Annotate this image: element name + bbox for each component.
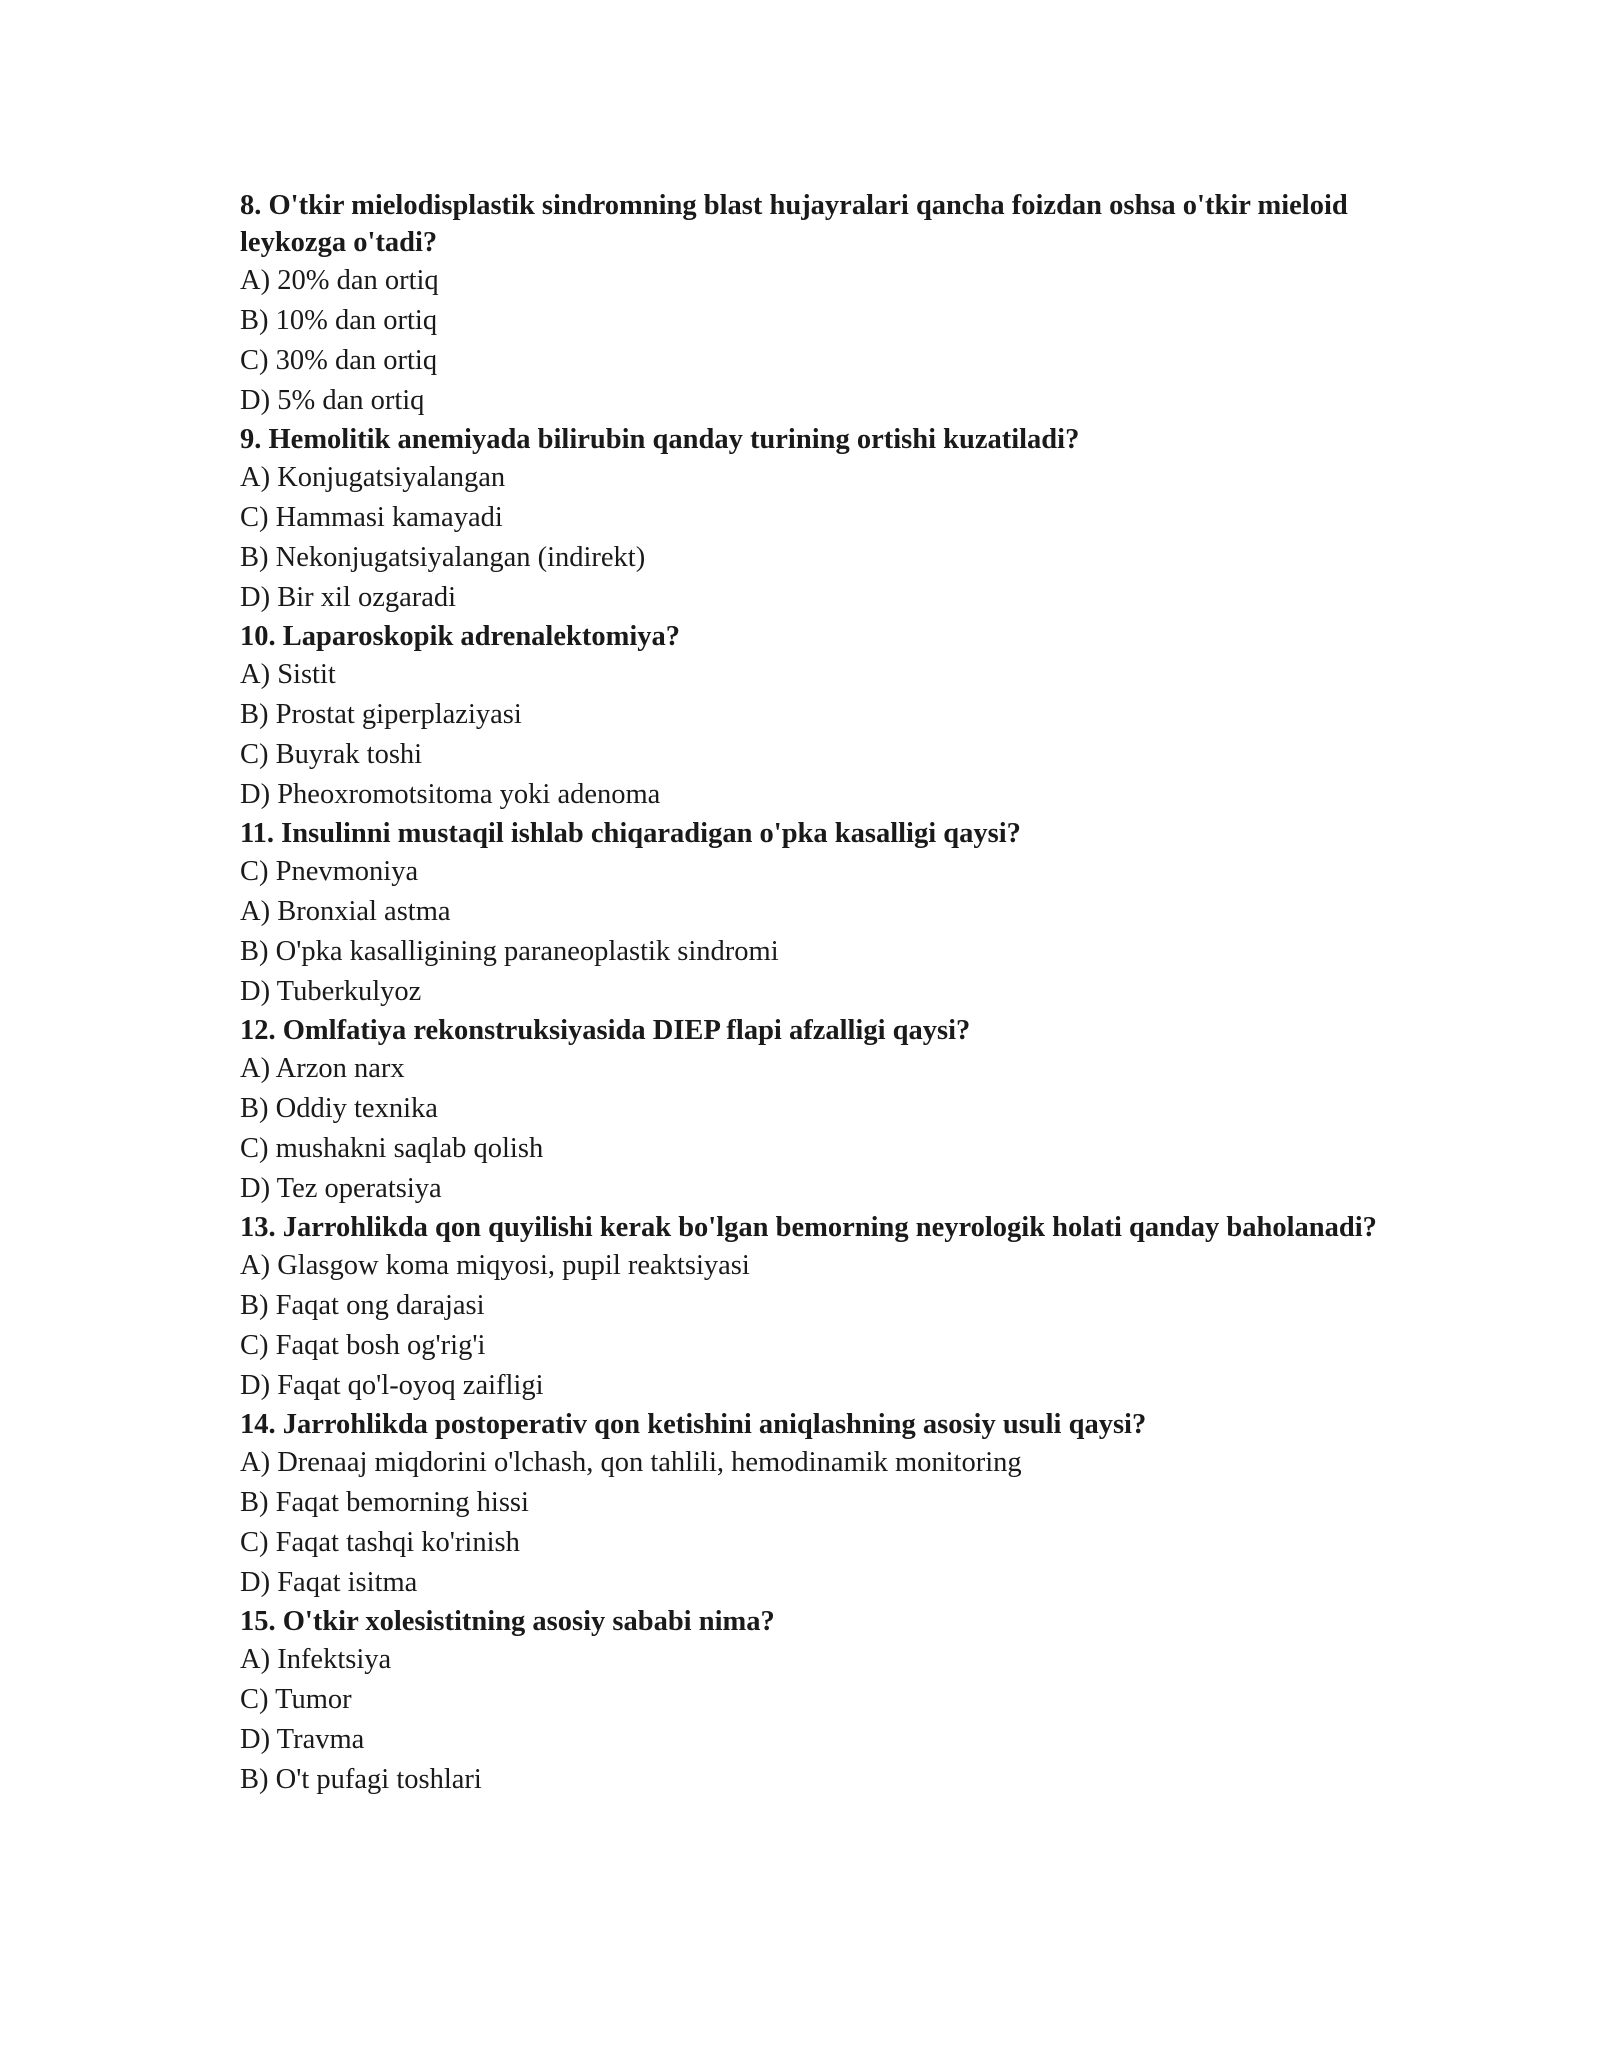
answer-option: A) Glasgow koma miqyosi, pupil reaktsiyasi [240,1250,750,1281]
question-text: 12. Omlfatiya rekonstruksiyasida DIEP flapi afzalligi qaysi? [240,1015,971,1046]
answer-option: A) Sistit [240,659,336,690]
answer-option: D) Faqat isitma [240,1567,418,1598]
question-12 [240,1012,1390,1209]
question-text: 8. O'tkir mielodisplastik sindromning blast hujayralari qancha foizdan oshsa o'tkir mieloid leykozga o'tadi? [240,190,1348,258]
document-page [240,187,1390,1800]
question-text: 13. Jarrohlikda qon quyilishi kerak bo'lgan bemorning neyrologik holati qanday baholanadi? [240,1212,1377,1243]
answer-option: A) Bronxial astma [240,896,451,927]
answer-option: B) Oddiy texnika [240,1093,438,1124]
question-10 [240,618,1390,815]
answer-option: C) Faqat bosh og'rig'i [240,1330,486,1361]
answer-option: B) Nekonjugatsiyalangan (indirekt) [240,542,646,573]
answer-option: C) 30% dan ortiq [240,345,438,376]
answer-option: B) O'pka kasalligining paraneoplastik sindromi [240,936,779,967]
question-14 [240,1406,1390,1603]
answer-option: D) Pheoxromotsitoma yoki adenoma [240,779,661,810]
answer-option: C) Hammasi kamayadi [240,502,503,533]
answer-option: C) Buyrak toshi [240,739,423,770]
answer-option: B) O't pufagi toshlari [240,1764,482,1795]
answer-option: B) 10% dan ortiq [240,305,438,336]
question-text: 10. Laparoskopik adrenalektomiya? [240,621,680,652]
answer-option: A) Drenaaj miqdorini o'lchash, qon tahlili, hemodinamik monitoring [240,1447,1022,1478]
answer-option: C) Faqat tashqi ko'rinish [240,1527,520,1558]
answer-option: C) mushakni saqlab qolish [240,1133,544,1164]
question-9 [240,421,1390,618]
answer-option: A) 20% dan ortiq [240,265,439,296]
answer-option: A) Infektsiya [240,1644,392,1675]
question-15 [240,1603,1390,1800]
question-11 [240,815,1390,1012]
question-13 [240,1209,1390,1406]
answer-option: B) Prostat giperplaziyasi [240,699,522,730]
answer-option: D) Faqat qo'l-oyoq zaifligi [240,1370,544,1401]
question-text: 9. Hemolitik anemiyada bilirubin qanday turining ortishi kuzatiladi? [240,424,1080,455]
answer-option: A) Arzon narx [240,1053,405,1084]
answer-option: C) Tumor [240,1684,352,1715]
answer-option: D) Travma [240,1724,365,1755]
answer-option: B) Faqat ong darajasi [240,1290,485,1321]
question-text: 15. O'tkir xolesistitning asosiy sababi nima? [240,1606,775,1637]
question-text: 14. Jarrohlikda postoperativ qon ketishini aniqlashning asosiy usuli qaysi? [240,1409,1147,1440]
answer-option: C) Pnevmoniya [240,856,419,887]
question-8 [240,187,1390,421]
answer-option: D) Bir xil ozgaradi [240,582,457,613]
question-text: 11. Insulinni mustaqil ishlab chiqaradigan o'pka kasalligi qaysi? [240,818,1021,849]
answer-option: B) Faqat bemorning hissi [240,1487,529,1518]
answer-option: D) Tuberkulyoz [240,976,422,1007]
answer-option: D) 5% dan ortiq [240,385,425,416]
answer-option: A) Konjugatsiyalangan [240,462,506,493]
answer-option: D) Tez operatsiya [240,1173,442,1204]
